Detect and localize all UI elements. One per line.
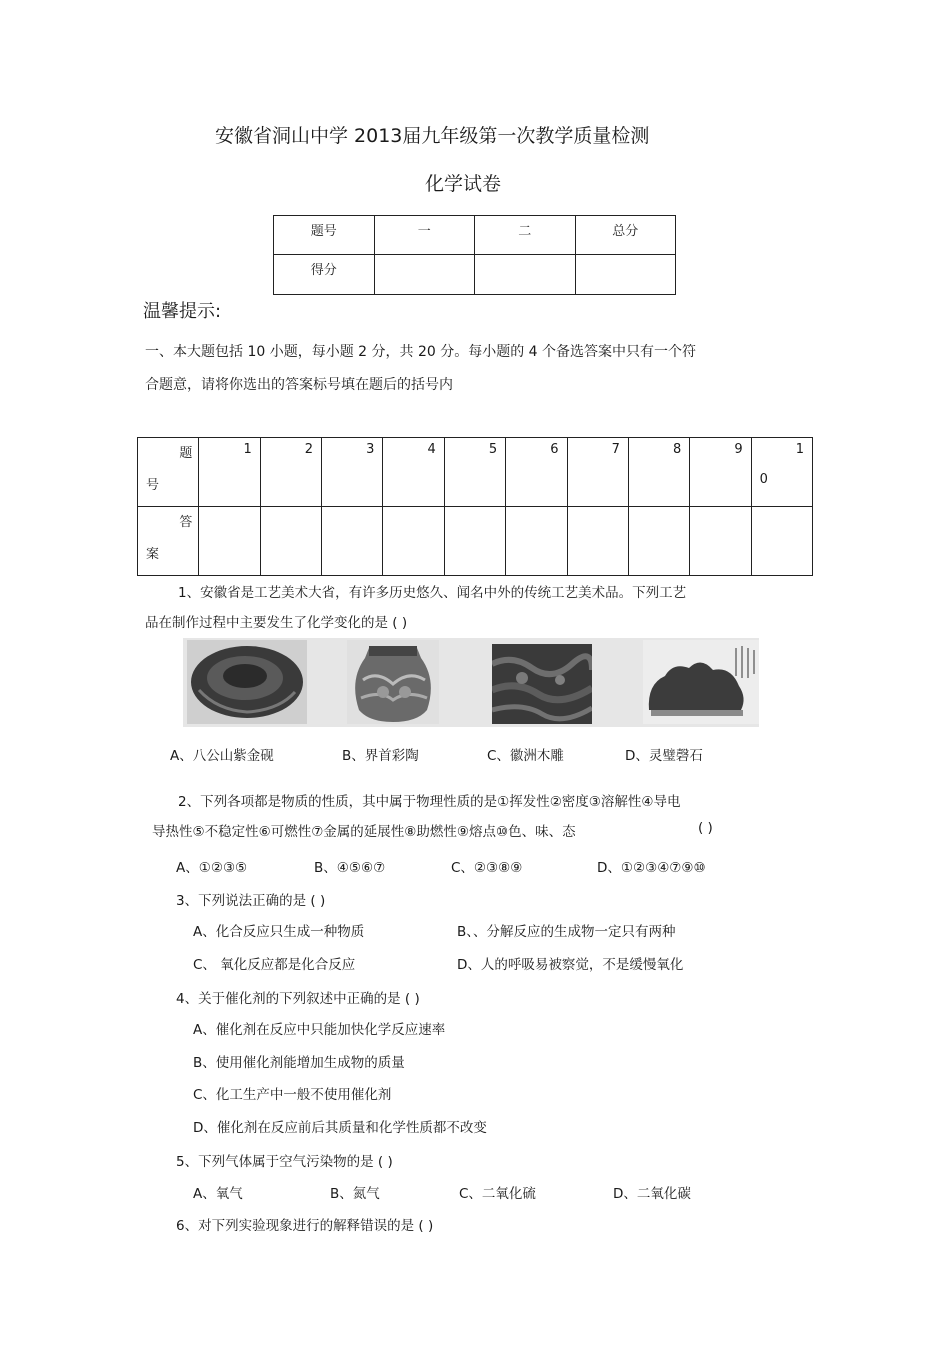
question-number-cell — [260, 438, 321, 507]
score-cell — [374, 255, 475, 295]
question-number: 3 — [366, 442, 375, 457]
question-2-bracket: ( ) — [698, 820, 713, 836]
question-4-stem: 4、关于催化剂的下列叙述中正确的是 ( ) — [176, 991, 420, 1007]
craft-photos-strip — [183, 638, 759, 727]
question-3-option-b: B、、分解反应的生成物一定只有两种 — [457, 924, 676, 940]
question-number: 2 — [304, 442, 314, 457]
question-3-option-d: D、人的呼吸易被察觉，不是缓慢氧化 — [457, 957, 684, 973]
question-1-option-d: D、灵璧磬石 — [625, 748, 703, 764]
score-cell — [475, 255, 576, 295]
answer-cell — [260, 507, 321, 576]
question-1-option-b: B、界首彩陶 — [342, 748, 419, 764]
question-5-option-d: D、二氧化碳 — [613, 1186, 691, 1202]
stone-photo — [643, 640, 759, 724]
question-2-stem: 导热性⑤不稳定性⑥可燃性⑦金属的延展性⑧助燃性⑨熔点⑩色、味、态 — [152, 824, 576, 840]
question-2-option-b: B、④⑤⑥⑦ — [314, 860, 386, 876]
page-title: 安徽省洞山中学 2013届九年级第一次教学质量检测 — [215, 125, 650, 147]
question-number-cell — [628, 438, 689, 507]
question-3-option-c: C、 氧化反应都是化合反应 — [193, 957, 356, 973]
question-number: 9 — [734, 442, 743, 457]
question-3-option-a: A、化合反应只生成一种物质 — [193, 924, 365, 940]
question-4-option-d: D、催化剂在反应前后其质量和化学性质都不改变 — [193, 1120, 487, 1136]
question-2-stem: 2、下列各项都是物质的性质，其中属于物理性质的是①挥发性②密度③溶解性④导电 — [178, 794, 681, 810]
answer-cell — [751, 507, 812, 576]
question-5-option-b: B、氮气 — [330, 1186, 380, 1202]
question-number: 1 — [243, 442, 252, 457]
question-1-stem: 1、安徽省是工艺美术大省，有许多历史悠久、闻名中外的传统工艺美术品。下列工艺 — [178, 585, 687, 601]
question-1-stem: 品在制作过程中主要发生了化学变化的是 ( ) — [145, 615, 408, 631]
question-number: 7 — [611, 442, 620, 457]
question-number: 4 — [427, 442, 436, 457]
question-1-option-c: C、徽洲木雕 — [487, 748, 564, 764]
question-number: 6 — [550, 442, 559, 457]
answer-cell — [506, 507, 567, 576]
label-part: 号 — [146, 478, 160, 493]
question-number-cell — [322, 438, 383, 507]
question-number-cell — [444, 438, 505, 507]
question-2-option-d: D、①②③④⑦⑨⑩ — [597, 860, 706, 876]
woodcarving-photo — [492, 644, 592, 724]
answer-cell — [383, 507, 444, 576]
label-part: 答 — [179, 515, 193, 530]
question-number-cell — [199, 438, 260, 507]
question-4-option-a: A、催化剂在反应中只能加快化学反应速率 — [193, 1022, 446, 1038]
question-2-option-c: C、②③⑧⑨ — [451, 860, 523, 876]
tip-heading: 温馨提示: — [143, 301, 222, 322]
question-1-option-a: A、八公山紫金砚 — [170, 748, 274, 764]
score-table — [273, 215, 676, 295]
answer-cell — [567, 507, 628, 576]
question-number: 8 — [672, 442, 682, 457]
question-4-option-c: C、化工生产中一般不使用催化剂 — [193, 1087, 392, 1103]
answer-row-label — [138, 507, 199, 576]
answer-cell — [628, 507, 689, 576]
answer-cell — [322, 507, 383, 576]
question-number: 0 — [759, 472, 768, 487]
page-subtitle: 化学试卷 — [425, 173, 502, 195]
answer-table — [137, 437, 813, 576]
score-row-label: 得分 — [274, 255, 375, 295]
score-cell — [575, 255, 676, 295]
answer-cell — [199, 507, 260, 576]
score-header-cell: 一 — [374, 216, 475, 255]
answer-cell — [444, 507, 505, 576]
section-instruction: 合题意，请将你选出的答案标号填在题后的括号内 — [145, 377, 453, 393]
label-part: 案 — [146, 547, 160, 562]
question-2-option-a: A、①②③⑤ — [176, 860, 248, 876]
question-number-cell — [567, 438, 628, 507]
question-4-option-b: B、使用催化剂能增加生成物的质量 — [193, 1055, 405, 1071]
question-6-stem: 6、对下列实验现象进行的解释错误的是 ( ) — [176, 1218, 434, 1234]
section-instruction: 一、本大题包括 10 小题，每小题 2 分，共 20 分。每小题的 4 个备选答案中只有一个符 — [145, 344, 697, 360]
score-header-cell: 总分 — [575, 216, 676, 255]
answer-cell — [690, 507, 751, 576]
question-number: 5 — [488, 442, 498, 457]
score-header-cell: 题号 — [274, 216, 375, 255]
pottery-photo — [347, 640, 439, 724]
question-number-cell — [383, 438, 444, 507]
question-5-option-c: C、二氧化硫 — [459, 1186, 536, 1202]
question-5-stem: 5、下列气体属于空气污染物的是 ( ) — [176, 1154, 393, 1170]
inkstone-photo — [187, 640, 307, 724]
question-number: 1 — [795, 442, 804, 457]
answer-row-label — [138, 438, 199, 507]
label-part: 题 — [179, 446, 193, 461]
question-number-cell — [751, 438, 812, 507]
question-number-cell — [506, 438, 567, 507]
question-3-stem: 3、下列说法正确的是 ( ) — [176, 893, 326, 909]
question-5-option-a: A、氧气 — [193, 1186, 243, 1202]
question-number-cell — [690, 438, 751, 507]
score-header-cell: 二 — [475, 216, 576, 255]
